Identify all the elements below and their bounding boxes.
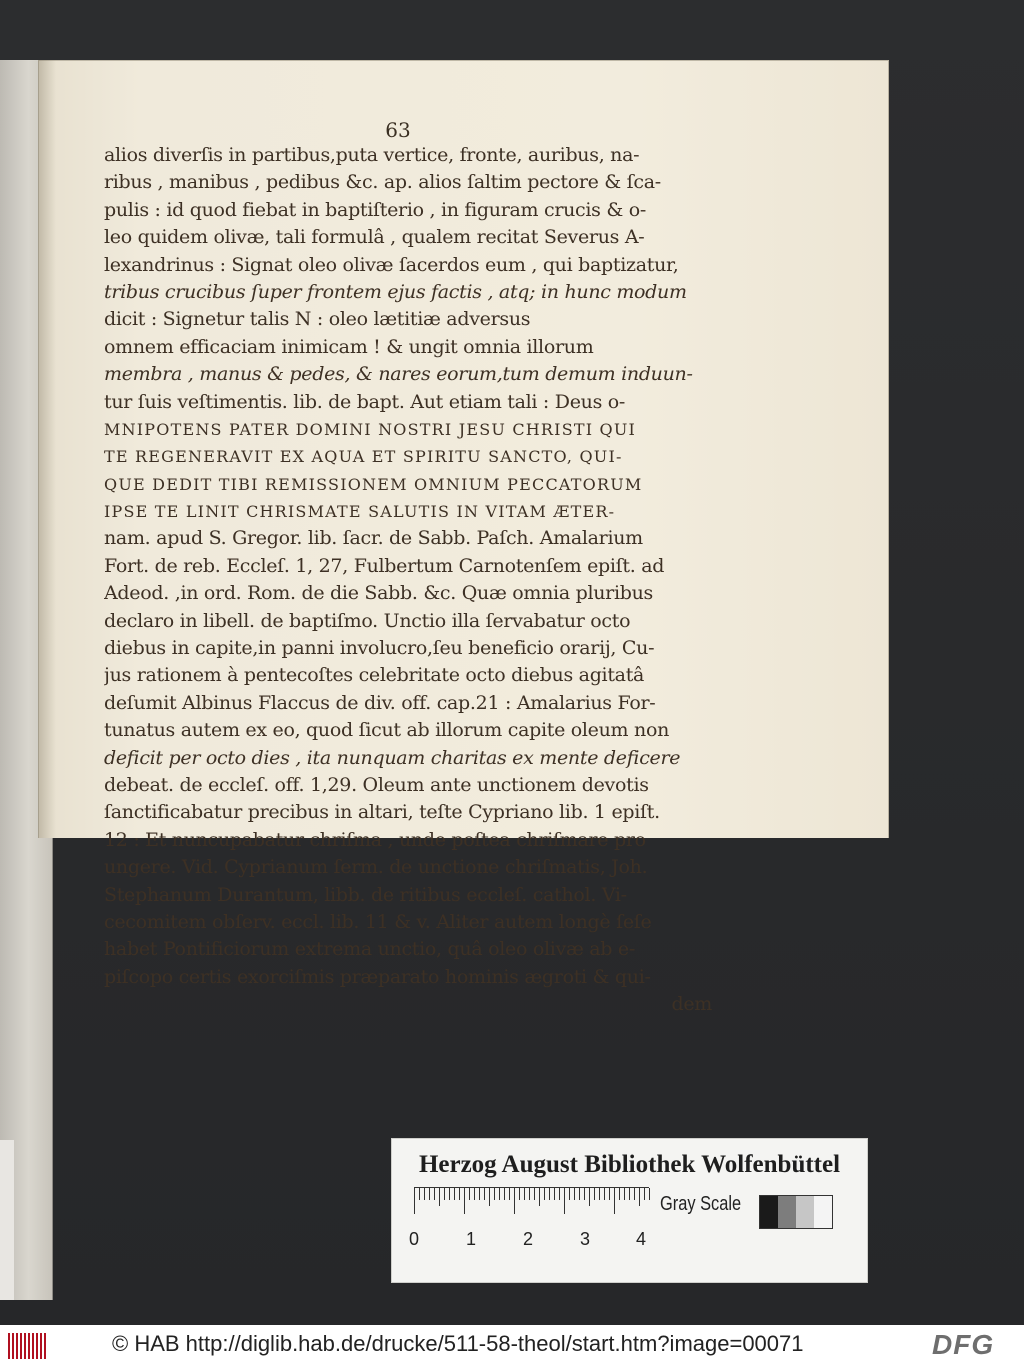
ruler-tick	[544, 1188, 545, 1200]
ruler-tick	[469, 1188, 470, 1200]
scale-label-4: 4	[635, 1229, 646, 1249]
text-line: dicit : Signetur talis N : oleo lætitiæ adversus	[104, 308, 531, 331]
ruler-tick	[504, 1188, 505, 1200]
text-line: Stephanum Durantum, libb. de ritibus eccleſ. cathol. Vi-	[104, 883, 627, 906]
gray-swatch	[814, 1196, 832, 1228]
ruler-tick	[414, 1188, 415, 1214]
barcode-bar	[12, 1333, 14, 1359]
barcode-bar	[44, 1333, 46, 1359]
ruler-tick	[464, 1188, 465, 1214]
text-line: deſumit Albinus Flaccus de div. off. cap.21 : Amalarius For-	[104, 691, 656, 714]
text-line: jus rationem à pentecoſtes celebritate octo diebus agitatâ	[104, 664, 645, 687]
ruler-tick	[484, 1188, 485, 1200]
ruler-tick	[629, 1188, 630, 1200]
text-line: ribus , manibus , pedibus &c. ap. alios ſaltim pectore & ſca-	[104, 171, 661, 194]
ruler-tick	[634, 1188, 635, 1200]
text-line: 12 : Et nuncupabatur chriſma , unde poſtea chriſmare pro	[104, 828, 646, 851]
barcode-bar	[8, 1333, 10, 1359]
ruler-tick	[519, 1188, 520, 1200]
ruler-tick	[499, 1188, 500, 1200]
text-line: TE REGENERAVIT EX AQUA ET SPIRITU SANCTO, QUI-	[104, 447, 623, 467]
gray-swatch	[760, 1196, 778, 1228]
ruler-tick	[474, 1188, 475, 1200]
ruler-tick	[639, 1188, 640, 1206]
ruler-tick	[584, 1188, 585, 1200]
ruler-tick	[559, 1188, 560, 1200]
scale-label-0: 0	[408, 1229, 419, 1249]
barcode-icon	[8, 1333, 48, 1359]
page-text	[104, 142, 712, 1019]
gray-swatch	[778, 1196, 796, 1228]
text-line: diebus in capite,in panni involucro,ſeu beneficio orarij, Cu-	[104, 637, 655, 660]
ruler-tick	[444, 1188, 445, 1200]
footer-bar	[0, 1325, 1024, 1365]
ruler-tick	[419, 1188, 420, 1200]
ruler-tick	[439, 1188, 440, 1206]
scale-label-2: 2	[522, 1229, 533, 1249]
barcode-bar	[32, 1333, 34, 1359]
dfg-logo: DFG	[932, 1329, 995, 1360]
ruler-tick	[609, 1188, 610, 1200]
ruler-tick	[429, 1188, 430, 1200]
barcode-bar	[16, 1333, 18, 1359]
text-line: omnem efficaciam inimicam ! & ungit omnia illorum	[104, 335, 594, 358]
ruler-tick	[599, 1188, 600, 1200]
ruler-tick	[569, 1188, 570, 1200]
ruler-tick	[434, 1188, 435, 1200]
barcode-bar	[40, 1333, 42, 1359]
ruler-tick	[619, 1188, 620, 1200]
text-line: declaro in libell. de baptiſmo. Unctio illa ſervabatur octo	[104, 609, 631, 632]
barcode-bar	[24, 1333, 26, 1359]
ruler-tick	[534, 1188, 535, 1200]
ruler-tick	[644, 1188, 645, 1200]
ruler-tick	[494, 1188, 495, 1200]
ruler-tick	[594, 1188, 595, 1200]
text-line: Fort. de reb. Eccleſ. 1, 27, Fulbertum Carnotenſem epiſt. ad	[104, 554, 665, 577]
text-line: debeat. de eccleſ. off. 1,29. Oleum ante unctionem devotis	[104, 773, 649, 796]
ruler-tick	[549, 1188, 550, 1200]
ruler-tick	[514, 1188, 515, 1214]
text-line: nam. apud S. Gregor. lib. ſacr. de Sabb. Paſch. Amalarium	[104, 527, 643, 550]
ruler-tick	[489, 1188, 490, 1206]
ruler-tick	[529, 1188, 530, 1200]
scale-label-3: 3	[579, 1229, 590, 1249]
ruler-tick	[579, 1188, 580, 1200]
text-line: tunatus autem ex eo, quod ſicut ab illorum capite oleum non	[104, 719, 670, 742]
gray-scale-swatches	[759, 1195, 833, 1229]
text-line: cecomitem obſerv. eccl. lib. 11 & v. Aliter autem longè ſeſe	[104, 910, 652, 933]
ruler-tick	[424, 1188, 425, 1200]
barcode-bar	[36, 1333, 38, 1359]
ruler-tick	[649, 1188, 650, 1200]
ruler-tick	[614, 1188, 615, 1214]
text-line: QUE DEDIT TIBI REMISSIONEM OMNIUM PECCATORUM	[104, 474, 643, 494]
ruler-tick	[454, 1188, 455, 1200]
cm-ruler	[414, 1187, 649, 1216]
text-line: MNIPOTENS PATER DOMINI NOSTRI JESU CHRISTI QUI	[104, 419, 637, 439]
page-gutter-shadow	[38, 60, 56, 838]
text-line: leo quidem olivæ, tali formulâ , qualem recitat Severus A-	[104, 226, 645, 249]
text-line: alios diverſis in partibus,puta vertice, fronte, auribus, na-	[104, 144, 640, 166]
text-line: pulis : id quod fiebat in baptiſterio , in figuram crucis & o-	[104, 198, 646, 221]
barcode-bar	[20, 1333, 22, 1359]
ruler-tick	[509, 1188, 510, 1200]
page-number: 63	[385, 118, 411, 142]
barcode-bar	[28, 1333, 30, 1359]
gray-swatch	[796, 1196, 814, 1228]
text-line: lexandrinus : Signat oleo olivæ ſacerdos eum , qui baptizatur,	[104, 253, 679, 276]
text-line: ungere. Vid. Cyprianum ſerm. de unctione chriſmatis, Joh.	[104, 856, 648, 879]
ruler-tick	[554, 1188, 555, 1200]
text-line: ſanctificabatur precibus in altari, teſte Cypriano lib. 1 epiſt.	[104, 801, 660, 824]
ruler-tick	[604, 1188, 605, 1200]
text-line: dem	[671, 993, 712, 1016]
text-line: tur ſuis veſtimentis. lib. de bapt. Aut etiam tali : Deus o-	[104, 390, 626, 413]
text-line: habet Pontificiorum extrema unctio, quâ oleo olivæ ab e-	[104, 938, 635, 961]
text-line: Adeod. ,in ord. Rom. de die Sabb. &c. Quæ omnia pluribus	[104, 582, 653, 605]
gray-scale-label: Gray Scale	[660, 1193, 742, 1215]
text-line: deficit per octo dies , ita nunquam charitas ex mente deficere	[104, 746, 681, 769]
ruler-tick	[574, 1188, 575, 1200]
scale-label-1: 1	[465, 1229, 476, 1249]
text-line: tribus crucibus ſuper frontem ejus factis , atq; in hunc modum	[104, 280, 687, 303]
copyright-link[interactable]: © HAB http://diglib.hab.de/drucke/511-58-theol/start.htm?image=00071	[112, 1331, 804, 1356]
color-reference-card	[391, 1138, 868, 1283]
ruler-tick	[624, 1188, 625, 1200]
ruler-tick	[449, 1188, 450, 1200]
ruler-tick	[589, 1188, 590, 1206]
ruler-tick	[539, 1188, 540, 1206]
text-line: piſcopo certis exorciſmis præparato hominis ægroti & qui-	[104, 965, 651, 988]
text-line: membra , manus & pedes, & nares eorum,tum demum induun-	[104, 363, 693, 386]
ruler-tick	[524, 1188, 525, 1200]
library-name: Herzog August Bibliothek Wolfenbüttel	[418, 1151, 841, 1178]
ruler-tick	[459, 1188, 460, 1200]
text-line: IPSE TE LINIT CHRISMATE SALUTIS IN VITAM ÆTER-	[104, 502, 616, 522]
ruler-tick	[479, 1188, 480, 1200]
ruler-tick	[564, 1188, 565, 1214]
